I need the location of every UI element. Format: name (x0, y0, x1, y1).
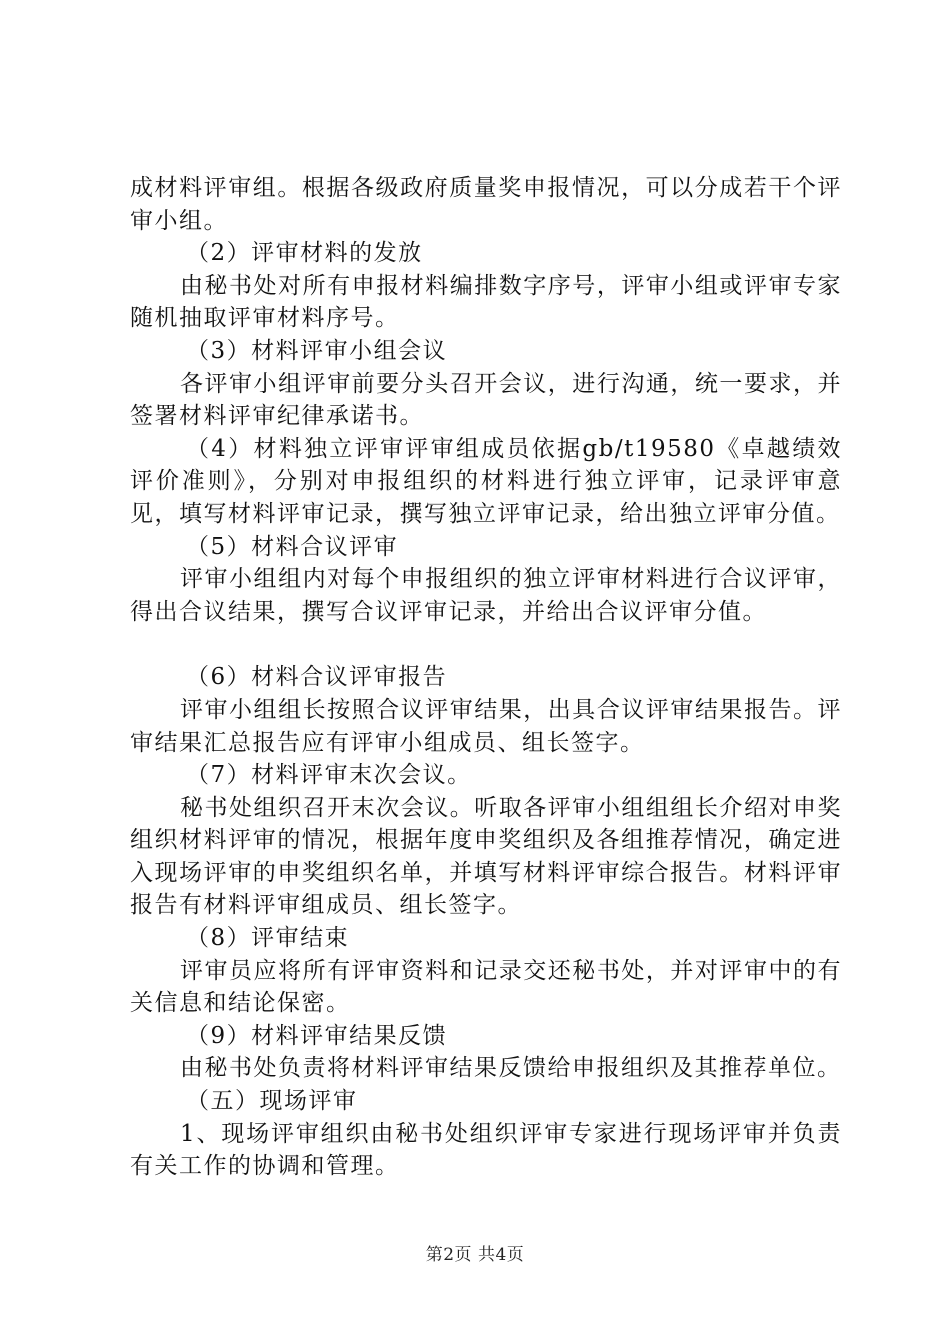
paragraph-15: （9）材料评审结果反馈 (186, 1022, 448, 1049)
paragraph-1: 成材料评审组。根据各级政府质量奖申报情况，可以分成若干个评审小组。 (130, 175, 842, 234)
paragraph-16: 由秘书处负责将材料评审结果反馈给申报组织及其推荐单位。 (180, 1055, 842, 1082)
paragraph-9: （6）材料合议评审报告 (186, 664, 448, 691)
paragraph-11: （7）材料评审末次会议。 (186, 762, 472, 789)
paragraph-7: （5）材料合议评审 (186, 533, 399, 560)
paragraph-5: 各评审小组评审前要分头召开会议，进行沟通，统一要求，并签署材料评审纪律承诺书。 (130, 370, 842, 430)
paragraph-10: 评审小组组长按照合议评审结果，出具合议评审结果报告。评审结果汇总报告应有评审小组成员、组长签字。 (130, 696, 842, 756)
paragraph-13: （8）评审结束 (186, 925, 350, 952)
paragraph-18: 1、现场评审组织由秘书处组织评审专家进行现场评审并负责有关工作的协调和管理。 (130, 1120, 842, 1180)
page-footer: 第2页 共4页 (425, 1245, 525, 1265)
paragraph-8: 评审小组组内对每个申报组织的独立评审材料进行合议评审，得出合议结果，撰写合议评审记录，并给出合议评审分值。 (130, 566, 842, 625)
paragraph-4: （3）材料评审小组会议 (186, 337, 448, 364)
paragraph-gap (130, 628, 842, 661)
paragraph-14: 评审员应将所有评审资料和记录交还秘书处，并对评审中的有关信息和结论保密。 (130, 957, 842, 1017)
paragraph-6: （4）材料独立评审评审组成员依据gb/t19580《卓越绩效评价准则》，分别对申报组织的材料进行独立评审，记录评审意见，填写材料评审记录，撰写独立评审记录，给出独立评审分值。 (130, 435, 842, 527)
paragraph-2: （2）评审材料的发放 (186, 240, 423, 267)
paragraph-12: 秘书处组织召开末次会议。听取各评审小组组组长介绍对申奖组织材料评审的情况，根据年度申奖组织及各组推荐情况，确定进入现场评审的申奖组织名单，并填写材料评审综合报告。材料评审报告有材料评审组成员、组长签字。 (130, 794, 842, 919)
paragraph-17: （五）现场评审 (186, 1088, 358, 1115)
paragraph-3: 由秘书处对所有申报材料编排数字序号，评审小组或评审专家随机抽取评审材料序号。 (130, 272, 842, 332)
document-body (130, 172, 842, 1183)
